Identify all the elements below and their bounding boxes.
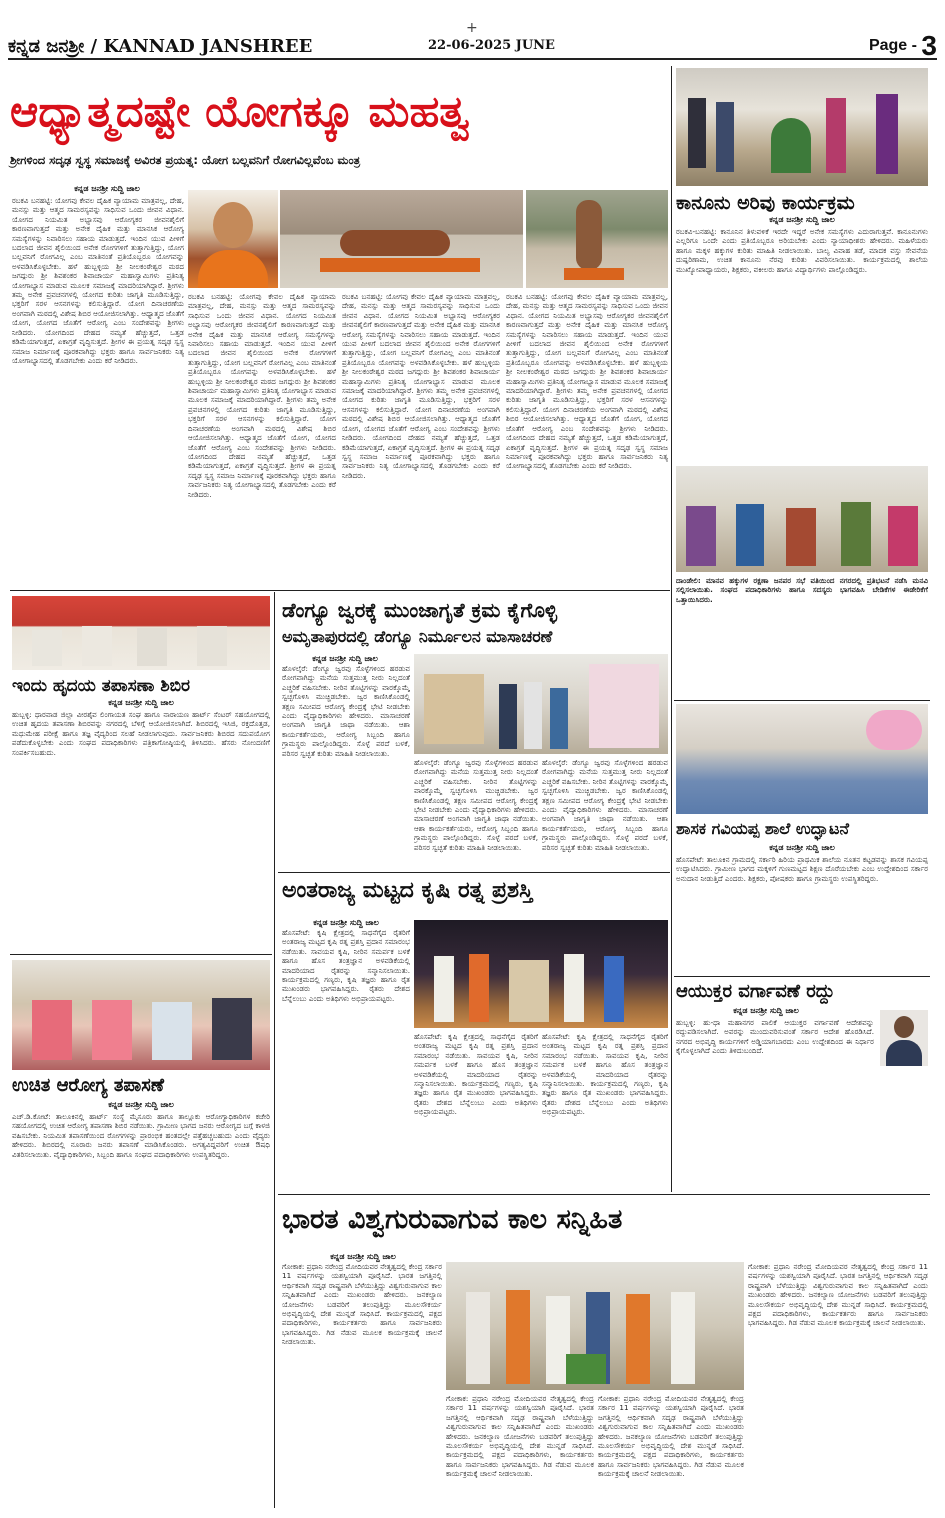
crop-mark: + xyxy=(466,20,478,36)
commissioner-body: ಹುಬ್ಬಳ್ಳಿ: ಹು-ಧಾ ಮಹಾನಗರ ಪಾಲಿಕೆ ಆಯುಕ್ತರ ವರ್ಗಾವಣೆ ಆದೇಶವನ್ನು ರದ್ದುಪಡಿಸಲಾಗಿದೆ. ಅವರನ್ನು ಮುಂದುವರಿಸುವಂತೆ ಸರ್ಕಾರ ಆದೇಶ ಹೊರಡಿಸಿದೆ. ನಗರದ ಅಭಿವೃದ್ಧಿ ಕಾರ್ಯಗಳಿಗೆ ಅಡ್ಡಿಯಾಗಬಾರದು ಎಂಬ ಉದ್ದೇಶದಿಂದ ಈ ನಿರ್ಧಾರ ಕೈಗೊಳ್ಳಲಾಗಿದೆ ಎಂದು ತಿಳಿದುಬಂದಿದೆ. xyxy=(676,1018,874,1056)
lead-subheadline: ಶ್ರೀಗಳಿಂದ ಸದೃಢ ಸ್ವಸ್ಥ ಸಮಾಜಕ್ಕೆ ಅವಿರತ ಪ್ರಯತ್ನ: ಯೋಗ ಬಲ್ಲವನಿಗೆ ರೋಗವಿಲ್ಲವೆಂಬ ಮಂತ್ರ xyxy=(10,153,361,167)
column-rule-2 xyxy=(671,66,672,1192)
dengue-body-col-2: ಹೊಳಲ್ಕೆರೆ: ಡೆಂಗ್ಯೂ ಜ್ವರವು ಸೊಳ್ಳೆಗಳಿಂದ ಹರಡುವ ರೋಗವಾಗಿದ್ದು ಮನೆಯ ಸುತ್ತಮುತ್ತ ನೀರು ನಿಲ್ಲದಂತೆ ಎಚ್ಚರಿಕೆ ವಹಿಸಬೇಕು. ನೀರಿನ ತೊಟ್ಟಿಗಳನ್ನು ವಾರಕ್ಕೊಮ್ಮೆ ಸ್ವಚ್ಛಗೊಳಿಸಿ ಮುಚ್ಚಿಡಬೇಕು. ಜ್ವರ ಕಾಣಿಸಿಕೊಂಡಲ್ಲಿ ತಕ್ಷಣ ಸಮೀಪದ ಆರೋಗ್ಯ ಕೇಂದ್ರಕ್ಕೆ ಭೇಟಿ ನೀಡಬೇಕು ಎಂದು ವೈದ್ಯಾಧಿಕಾರಿಗಳು ಹೇಳಿದರು. ಮಾಸಾಚರಣೆ ಅಂಗವಾಗಿ ಜಾಗೃತಿ ಜಾಥಾ ನಡೆಯಿತು. ಆಶಾ ಕಾರ್ಯಕರ್ತೆಯರು, ಆರೋಗ್ಯ ಸಿಬ್ಬಂದಿ ಹಾಗೂ ಗ್ರಾಮಸ್ಥರು ಪಾಲ್ಗೊಂಡಿದ್ದರು. ಸೊಳ್ಳೆ ಪರದೆ ಬಳಕೆ, ಪರಿಸರ ಸ್ವಚ್ಛತೆ ಕುರಿತು ಮಾಹಿತಿ ನೀಡಲಾಯಿತು. xyxy=(414,758,538,852)
vishwaguru-body-col-1: ಗೋಕಾಕ: ಪ್ರಧಾನಿ ನರೇಂದ್ರ ಮೋದಿಯವರ ನೇತೃತ್ವದಲ್ಲಿ ಕೇಂದ್ರ ಸರ್ಕಾರ 11 ವರ್ಷಗಳನ್ನು ಯಶಸ್ವಿಯಾಗಿ ಪೂರೈಸಿದೆ. ಭಾರತ ಜಗತ್ತಿನಲ್ಲಿ ಆರ್ಥಿಕವಾಗಿ ಸದೃಢ ರಾಷ್ಟ್ರವಾಗಿ ಬೆಳೆಯುತ್ತಿದ್ದು ವಿಶ್ವಗುರುವಾಗುವ ಕಾಲ ಸನ್ನಿಹಿತವಾಗಿದೆ ಎಂದು ಮುಖಂಡರು ಹೇಳಿದರು. ಜನಕಲ್ಯಾಣ ಯೋಜನೆಗಳು ಬಡವರಿಗೆ ತಲುಪುತ್ತಿದ್ದು ಮೂಲಸೌಕರ್ಯ ಅಭಿವೃದ್ಧಿಯಲ್ಲಿ ದೇಶ ಮುನ್ನಡೆ ಸಾಧಿಸಿದೆ. ಕಾರ್ಯಕ್ರಮದಲ್ಲಿ ಪಕ್ಷದ ಪದಾಧಿಕಾರಿಗಳು, ಕಾರ್ಯಕರ್ತರು ಹಾಗೂ ಸಾರ್ವಜನಿಕರು ಭಾಗವಹಿಸಿದ್ದರು. ಗಿಡ ನೆಡುವ ಮೂಲಕ ಕಾರ್ಯಕ್ರಮಕ್ಕೆ ಚಾಲನೆ ನೀಡಲಾಯಿತು. xyxy=(282,1262,442,1347)
law-awareness-headline: ಕಾನೂನು ಅರಿವು ಕಾರ್ಯಕ್ರಮ xyxy=(676,192,855,214)
lead-body-col-1: ರಬಕವಿ ಬನಹಟ್ಟಿ: ಯೋಗವು ಕೇವಲ ದೈಹಿಕ ವ್ಯಾಯಾಮ ಮಾತ್ರವಲ್ಲ, ದೇಹ, ಮನಸ್ಸು ಮತ್ತು ಆತ್ಮದ ಸಾಮರಸ್ಯವನ್ನು ಸಾಧಿಸುವ ಒಂದು ಜೀವನ ವಿಧಾನ. ಯೋಗದ ನಿಯಮಿತ ಅಭ್ಯಾಸವು ಆರೋಗ್ಯಕರ ಜೀವನಶೈಲಿಗೆ ಕಾರಣವಾಗುತ್ತದೆ ಮತ್ತು ಅನೇಕ ದೈಹಿಕ ಮತ್ತು ಮಾನಸಿಕ ಆರೋಗ್ಯ ಸಮಸ್ಯೆಗಳನ್ನು ನಿವಾರಿಸಲು ಸಹಾಯ ಮಾಡುತ್ತದೆ. ಇಂದಿನ ಯುವ ಪೀಳಿಗೆ ಬದಲಾದ ಜೀವನ ಶೈಲಿಯಿಂದ ಅನೇಕ ರೋಗಗಳಿಗೆ ತುತ್ತಾಗುತ್ತಿದ್ದು, ಯೋಗ ಬಲ್ಲವನಿಗೆ ರೋಗವಿಲ್ಲ ಎಂಬ ಮಾತಿನಂತೆ ಪ್ರತಿಯೊಬ್ಬರೂ ಯೋಗವನ್ನು ಅಳವಡಿಸಿಕೊಳ್ಳಬೇಕು. ಹಳೆ ಹುಬ್ಬಳ್ಳಿಯ ಶ್ರೀ ನೀಲಕಂಠೇಶ್ವರ ಮಠದ ಜಗದ್ಗುರು ಶ್ರೀ ಶಿವಶಂಕರ ಶಿವಾಚಾರ್ಯ ಮಹಾಸ್ವಾಮಿಗಳು ಪ್ರತಿನಿತ್ಯ ಯೋಗಾಭ್ಯಾಸ ಮಾಡುವ ಮೂಲಕ ಸಮಾಜಕ್ಕೆ ಮಾದರಿಯಾಗಿದ್ದಾರೆ. ಶ್ರೀಗಳು ತಮ್ಮ ಅನೇಕ ಪ್ರವಚನಗಳಲ್ಲಿ ಯೋಗದ ಕುರಿತು ಜಾಗೃತಿ ಮೂಡಿಸುತ್ತಿದ್ದು, ಭಕ್ತರಿಗೆ ಸರಳ ಆಸನಗಳನ್ನು ಕಲಿಸುತ್ತಿದ್ದಾರೆ. ಯೋಗ ದಿನಾಚರಣೆಯ ಅಂಗವಾಗಿ ಮಠದಲ್ಲಿ ವಿಶೇಷ ಶಿಬಿರ ಆಯೋಜಿಸಲಾಗಿತ್ತು. ಆಧ್ಯಾತ್ಮದ ಜೊತೆಗೆ ಯೋಗ, ಯೋಗದ ಜೊತೆಗೆ ಆರೋಗ್ಯ ಎಂಬ ಸಂದೇಶವನ್ನು ಶ್ರೀಗಳು ನೀಡಿದರು. ಯೋಗದಿಂದ ದೇಹದ ನಮ್ಯತೆ ಹೆಚ್ಚುತ್ತದೆ, ಒತ್ತಡ ಕಡಿಮೆಯಾಗುತ್ತದೆ, ಏಕಾಗ್ರತೆ ವೃದ್ಧಿಸುತ್ತದೆ. ಶ್ರೀಗಳ ಈ ಪ್ರಯತ್ನ ಸದೃಢ ಸ್ವಸ್ಥ ಸಮಾಜ ನಿರ್ಮಾಣಕ್ಕೆ ಪೂರಕವಾಗಿದ್ದು ಭಕ್ತರು ಹಾಗೂ ಸಾರ್ವಜನಿಕರು ನಿತ್ಯ ಯೋಗಾಭ್ಯಾಸದಲ್ಲಿ ತೊಡಗಬೇಕು ಎಂದು ಕರೆ ನೀಡಿದರು. xyxy=(12,196,184,365)
free-health-byline: ಕನ್ನಡ ಜನಶ್ರೀ ಸುದ್ದಿ ಜಾಲ xyxy=(108,1100,174,1109)
page-number: 3 xyxy=(921,30,937,61)
page-label: Page - xyxy=(868,37,917,55)
lead-body-col-2: ರಬಕವಿ ಬನಹಟ್ಟಿ: ಯೋಗವು ಕೇವಲ ದೈಹಿಕ ವ್ಯಾಯಾಮ ಮಾತ್ರವಲ್ಲ, ದೇಹ, ಮನಸ್ಸು ಮತ್ತು ಆತ್ಮದ ಸಾಮರಸ್ಯವನ್ನು ಸಾಧಿಸುವ ಒಂದು ಜೀವನ ವಿಧಾನ. ಯೋಗದ ನಿಯಮಿತ ಅಭ್ಯಾಸವು ಆರೋಗ್ಯಕರ ಜೀವನಶೈಲಿಗೆ ಕಾರಣವಾಗುತ್ತದೆ ಮತ್ತು ಅನೇಕ ದೈಹಿಕ ಮತ್ತು ಮಾನಸಿಕ ಆರೋಗ್ಯ ಸಮಸ್ಯೆಗಳನ್ನು ನಿವಾರಿಸಲು ಸಹಾಯ ಮಾಡುತ್ತದೆ. ಇಂದಿನ ಯುವ ಪೀಳಿಗೆ ಬದಲಾದ ಜೀವನ ಶೈಲಿಯಿಂದ ಅನೇಕ ರೋಗಗಳಿಗೆ ತುತ್ತಾಗುತ್ತಿದ್ದು, ಯೋಗ ಬಲ್ಲವನಿಗೆ ರೋಗವಿಲ್ಲ ಎಂಬ ಮಾತಿನಂತೆ ಪ್ರತಿಯೊಬ್ಬರೂ ಯೋಗವನ್ನು ಅಳವಡಿಸಿಕೊಳ್ಳಬೇಕು. ಹಳೆ ಹುಬ್ಬಳ್ಳಿಯ ಶ್ರೀ ನೀಲಕಂಠೇಶ್ವರ ಮಠದ ಜಗದ್ಗುರು ಶ್ರೀ ಶಿವಶಂಕರ ಶಿವಾಚಾರ್ಯ ಮಹಾಸ್ವಾಮಿಗಳು ಪ್ರತಿನಿತ್ಯ ಯೋಗಾಭ್ಯಾಸ ಮಾಡುವ ಮೂಲಕ ಸಮಾಜಕ್ಕೆ ಮಾದರಿಯಾಗಿದ್ದಾರೆ. ಶ್ರೀಗಳು ತಮ್ಮ ಅನೇಕ ಪ್ರವಚನಗಳಲ್ಲಿ ಯೋಗದ ಕುರಿತು ಜಾಗೃತಿ ಮೂಡಿಸುತ್ತಿದ್ದು, ಭಕ್ತರಿಗೆ ಸರಳ ಆಸನಗಳನ್ನು ಕಲಿಸುತ್ತಿದ್ದಾರೆ. ಯೋಗ ದಿನಾಚರಣೆಯ ಅಂಗವಾಗಿ ಮಠದಲ್ಲಿ ವಿಶೇಷ ಶಿಬಿರ ಆಯೋಜಿಸಲಾಗಿತ್ತು. ಆಧ್ಯಾತ್ಮದ ಜೊತೆಗೆ ಯೋಗ, ಯೋಗದ ಜೊತೆಗೆ ಆರೋಗ್ಯ ಎಂಬ ಸಂದೇಶವನ್ನು ಶ್ರೀಗಳು ನೀಡಿದರು. ಯೋಗದಿಂದ ದೇಹದ ನಮ್ಯತೆ ಹೆಚ್ಚುತ್ತದೆ, ಒತ್ತಡ ಕಡಿಮೆಯಾಗುತ್ತದೆ, ಏಕಾಗ್ರತೆ ವೃದ್ಧಿಸುತ್ತದೆ. ಶ್ರೀಗಳ ಈ ಪ್ರಯತ್ನ ಸದೃಢ ಸ್ವಸ್ಥ ಸಮಾಜ ನಿರ್ಮಾಣಕ್ಕೆ ಪೂರಕವಾಗಿದ್ದು ಭಕ್ತರು ಹಾಗೂ ಸಾರ್ವಜನಿಕರು ನಿತ್ಯ ಯೋಗಾಭ್ಯಾಸದಲ್ಲಿ ತೊಡಗಬೇಕು ಎಂದು ಕರೆ ನೀಡಿದರು. xyxy=(188,292,336,499)
dengue-byline: ಕನ್ನಡ ಜನಶ್ರೀ ಸುದ್ದಿ ಜಾಲ xyxy=(312,654,378,663)
krishi-body-col-3: ಹೊಸಪೇಟೆ: ಕೃಷಿ ಕ್ಷೇತ್ರದಲ್ಲಿ ಸಾಧನೆಗೈದ ರೈತರಿಗೆ ಅಂತರಾಜ್ಯ ಮಟ್ಟದ ಕೃಷಿ ರತ್ನ ಪ್ರಶಸ್ತಿ ಪ್ರದಾನ ಸಮಾರಂಭ ನಡೆಯಿತು. ಸಾವಯವ ಕೃಷಿ, ನೀರಿನ ಸಮರ್ಪಕ ಬಳಕೆ ಹಾಗೂ ಹೊಸ ತಂತ್ರಜ್ಞಾನ ಅಳವಡಿಕೆಯಲ್ಲಿ ಮಾದರಿಯಾದ ರೈತರನ್ನು ಸನ್ಮಾನಿಸಲಾಯಿತು. ಕಾರ್ಯಕ್ರಮದಲ್ಲಿ ಗಣ್ಯರು, ಕೃಷಿ ತಜ್ಞರು ಹಾಗೂ ರೈತ ಮುಖಂಡರು ಭಾಗವಹಿಸಿದ್ದರು. ರೈತರು ದೇಶದ ಬೆನ್ನೆಲುಬು ಎಂದು ಅತಿಥಿಗಳು ಅಭಿಪ್ರಾಯಪಟ್ಟರು. xyxy=(542,1032,668,1117)
column-rule-1 xyxy=(274,592,275,1508)
vishwaguru-byline: ಕನ್ನಡ ಜನಶ್ರೀ ಸುದ್ದಿ ಜಾಲ xyxy=(330,1252,396,1261)
yoga-pose-photo-2 xyxy=(526,190,668,288)
section-rule-2 xyxy=(278,872,670,873)
free-health-headline: ಉಚಿತ ಆರೋಗ್ಯ ತಪಾಸಣೆ xyxy=(12,1075,164,1096)
law-awareness-body: ರಬಕವಿ-ಬನಹಟ್ಟಿ: ಕಾನೂನಿನ ತಿಳುವಳಿಕೆ ಇರದೇ ಇದ್ದರೆ ಅನೇಕ ಸಮಸ್ಯೆಗಳು ಎದುರಾಗುತ್ತವೆ. ಕಾನೂನುಗಳು ಎಲ್ಲರಿಗೂ ಒಂದೇ ಎಂದು ಪ್ರತಿಯೊಬ್ಬರೂ ಅರಿಯಬೇಕು ಎಂದು ನ್ಯಾಯಾಧೀಶರು ಹೇಳಿದರು. ಮಹಿಳೆಯರು ಹಾಗೂ ಮಕ್ಕಳ ಹಕ್ಕುಗಳ ಕುರಿತು ಮಾಹಿತಿ ನೀಡಲಾಯಿತು. ಬಾಲ್ಯ ವಿವಾಹ ತಡೆ, ಮಾದಕ ವಸ್ತು ಸೇವನೆಯ ದುಷ್ಪರಿಣಾಮ, ಉಚಿತ ಕಾನೂನು ನೆರವು ಕುರಿತು ವಿವರಿಸಲಾಯಿತು. ಕಾರ್ಯಕ್ರಮದಲ್ಲಿ ಶಾಲೆಯ ಮುಖ್ಯೋಪಾಧ್ಯಾಯರು, ಶಿಕ್ಷಕರು, ವಕೀಲರು ಹಾಗೂ ವಿದ್ಯಾರ್ಥಿಗಳು ಪಾಲ್ಗೊಂಡಿದ್ದರು. xyxy=(676,227,928,274)
yoga-pose-photo-1 xyxy=(280,190,523,288)
press-meet-photo xyxy=(12,596,270,670)
krishi-award-photo xyxy=(414,920,668,1028)
section-rule-6 xyxy=(674,976,930,977)
health-camp-photo xyxy=(12,960,270,1070)
protest-photo-caption: ದಾಂಡೇಲಿ: ಮಾನವ ಹಕ್ಕುಗಳ ರಕ್ಷಣಾ ಜನಪರ ಸಭೆ ವತಿಯಿಂದ ನಗರದಲ್ಲಿ ಪ್ರತಿಭಟನೆ ನಡೆಸಿ ಮನವಿ ಸಲ್ಲಿಸಲಾಯಿತು. ಸಂಘದ ಪದಾಧಿಕಾರಿಗಳು ಹಾಗೂ ಸದಸ್ಯರು ಭಾಗವಹಿಸಿ ಬೇಡಿಕೆಗಳ ಈಡೇರಿಕೆಗೆ ಒತ್ತಾಯಿಸಿದರು. xyxy=(676,576,928,604)
page-indicator xyxy=(869,30,937,62)
section-rule-5 xyxy=(674,700,930,701)
krishi-byline: ಕನ್ನಡ ಜನಶ್ರೀ ಸುದ್ದಿ ಜಾಲ xyxy=(313,918,379,927)
lead-body-col-3: ರಬಕವಿ ಬನಹಟ್ಟಿ: ಯೋಗವು ಕೇವಲ ದೈಹಿಕ ವ್ಯಾಯಾಮ ಮಾತ್ರವಲ್ಲ, ದೇಹ, ಮನಸ್ಸು ಮತ್ತು ಆತ್ಮದ ಸಾಮರಸ್ಯವನ್ನು ಸಾಧಿಸುವ ಒಂದು ಜೀವನ ವಿಧಾನ. ಯೋಗದ ನಿಯಮಿತ ಅಭ್ಯಾಸವು ಆರೋಗ್ಯಕರ ಜೀವನಶೈಲಿಗೆ ಕಾರಣವಾಗುತ್ತದೆ ಮತ್ತು ಅನೇಕ ದೈಹಿಕ ಮತ್ತು ಮಾನಸಿಕ ಆರೋಗ್ಯ ಸಮಸ್ಯೆಗಳನ್ನು ನಿವಾರಿಸಲು ಸಹಾಯ ಮಾಡುತ್ತದೆ. ಇಂದಿನ ಯುವ ಪೀಳಿಗೆ ಬದಲಾದ ಜೀವನ ಶೈಲಿಯಿಂದ ಅನೇಕ ರೋಗಗಳಿಗೆ ತುತ್ತಾಗುತ್ತಿದ್ದು, ಯೋಗ ಬಲ್ಲವನಿಗೆ ರೋಗವಿಲ್ಲ ಎಂಬ ಮಾತಿನಂತೆ ಪ್ರತಿಯೊಬ್ಬರೂ ಯೋಗವನ್ನು ಅಳವಡಿಸಿಕೊಳ್ಳಬೇಕು. ಹಳೆ ಹುಬ್ಬಳ್ಳಿಯ ಶ್ರೀ ನೀಲಕಂಠೇಶ್ವರ ಮಠದ ಜಗದ್ಗುರು ಶ್ರೀ ಶಿವಶಂಕರ ಶಿವಾಚಾರ್ಯ ಮಹಾಸ್ವಾಮಿಗಳು ಪ್ರತಿನಿತ್ಯ ಯೋಗಾಭ್ಯಾಸ ಮಾಡುವ ಮೂಲಕ ಸಮಾಜಕ್ಕೆ ಮಾದರಿಯಾಗಿದ್ದಾರೆ. ಶ್ರೀಗಳು ತಮ್ಮ ಅನೇಕ ಪ್ರವಚನಗಳಲ್ಲಿ ಯೋಗದ ಕುರಿತು ಜಾಗೃತಿ ಮೂಡಿಸುತ್ತಿದ್ದು, ಭಕ್ತರಿಗೆ ಸರಳ ಆಸನಗಳನ್ನು ಕಲಿಸುತ್ತಿದ್ದಾರೆ. ಯೋಗ ದಿನಾಚರಣೆಯ ಅಂಗವಾಗಿ ಮಠದಲ್ಲಿ ವಿಶೇಷ ಶಿಬಿರ ಆಯೋಜಿಸಲಾಗಿತ್ತು. ಆಧ್ಯಾತ್ಮದ ಜೊತೆಗೆ ಯೋಗ, ಯೋಗದ ಜೊತೆಗೆ ಆರೋಗ್ಯ ಎಂಬ ಸಂದೇಶವನ್ನು ಶ್ರೀಗಳು ನೀಡಿದರು. ಯೋಗದಿಂದ ದೇಹದ ನಮ್ಯತೆ ಹೆಚ್ಚುತ್ತದೆ, ಒತ್ತಡ ಕಡಿಮೆಯಾಗುತ್ತದೆ, ಏಕಾಗ್ರತೆ ವೃದ್ಧಿಸುತ್ತದೆ. ಶ್ರೀಗಳ ಈ ಪ್ರಯತ್ನ ಸದೃಢ ಸ್ವಸ್ಥ ಸಮಾಜ ನಿರ್ಮಾಣಕ್ಕೆ ಪೂರಕವಾಗಿದ್ದು ಭಕ್ತರು ಹಾಗೂ ಸಾರ್ವಜನಿಕರು ನಿತ್ಯ ಯೋಗಾಭ್ಯಾಸದಲ್ಲಿ ತೊಡಗಬೇಕು ಎಂದು ಕರೆ ನೀಡಿದರು. xyxy=(342,292,500,480)
school-byline: ಕನ್ನಡ ಜನಶ್ರೀ ಸುದ್ದಿ ಜಾಲ xyxy=(769,843,835,852)
vishwaguru-body-col-3: ಗೋಕಾಕ: ಪ್ರಧಾನಿ ನರೇಂದ್ರ ಮೋದಿಯವರ ನೇತೃತ್ವದಲ್ಲಿ ಕೇಂದ್ರ ಸರ್ಕಾರ 11 ವರ್ಷಗಳನ್ನು ಯಶಸ್ವಿಯಾಗಿ ಪೂರೈಸಿದೆ. ಭಾರತ ಜಗತ್ತಿನಲ್ಲಿ ಆರ್ಥಿಕವಾಗಿ ಸದೃಢ ರಾಷ್ಟ್ರವಾಗಿ ಬೆಳೆಯುತ್ತಿದ್ದು ವಿಶ್ವಗುರುವಾಗುವ ಕಾಲ ಸನ್ನಿಹಿತವಾಗಿದೆ ಎಂದು ಮುಖಂಡರು ಹೇಳಿದರು. ಜನಕಲ್ಯಾಣ ಯೋಜನೆಗಳು ಬಡವರಿಗೆ ತಲುಪುತ್ತಿದ್ದು ಮೂಲಸೌಕರ್ಯ ಅಭಿವೃದ್ಧಿಯಲ್ಲಿ ದೇಶ ಮುನ್ನಡೆ ಸಾಧಿಸಿದೆ. ಕಾರ್ಯಕ್ರಮದಲ್ಲಿ ಪಕ್ಷದ ಪದಾಧಿಕಾರಿಗಳು, ಕಾರ್ಯಕರ್ತರು ಹಾಗೂ ಸಾರ್ವಜನಿಕರು ಭಾಗವಹಿಸಿದ್ದರು. ಗಿಡ ನೆಡುವ ಮೂಲಕ ಕಾರ್ಯಕ್ರಮಕ್ಕೆ ಚಾಲನೆ ನೀಡಲಾಯಿತು. xyxy=(598,1394,744,1479)
vishwaguru-body-col-4: ಗೋಕಾಕ: ಪ್ರಧಾನಿ ನರೇಂದ್ರ ಮೋದಿಯವರ ನೇತೃತ್ವದಲ್ಲಿ ಕೇಂದ್ರ ಸರ್ಕಾರ 11 ವರ್ಷಗಳನ್ನು ಯಶಸ್ವಿಯಾಗಿ ಪೂರೈಸಿದೆ. ಭಾರತ ಜಗತ್ತಿನಲ್ಲಿ ಆರ್ಥಿಕವಾಗಿ ಸದೃಢ ರಾಷ್ಟ್ರವಾಗಿ ಬೆಳೆಯುತ್ತಿದ್ದು ವಿಶ್ವಗುರುವಾಗುವ ಕಾಲ ಸನ್ನಿಹಿತವಾಗಿದೆ ಎಂದು ಮುಖಂಡರು ಹೇಳಿದರು. ಜನಕಲ್ಯಾಣ ಯೋಜನೆಗಳು ಬಡವರಿಗೆ ತಲುಪುತ್ತಿದ್ದು ಮೂಲಸೌಕರ್ಯ ಅಭಿವೃದ್ಧಿಯಲ್ಲಿ ದೇಶ ಮುನ್ನಡೆ ಸಾಧಿಸಿದೆ. ಕಾರ್ಯಕ್ರಮದಲ್ಲಿ ಪಕ್ಷದ ಪದಾಧಿಕಾರಿಗಳು, ಕಾರ್ಯಕರ್ತರು ಹಾಗೂ ಸಾರ್ವಜನಿಕರು ಭಾಗವಹಿಸಿದ್ದರು. ಗಿಡ ನೆಡುವ ಮೂಲಕ ಕಾರ್ಯಕ್ರಮಕ್ಕೆ ಚಾಲನೆ ನೀಡಲಾಯಿತು. xyxy=(748,1262,928,1328)
school-headline: ಶಾಸಕ ಗವಿಯಪ್ಪ ಶಾಲೆ ಉದ್ಘಾಟನೆ xyxy=(676,819,849,838)
heart-camp-body: ಹುಬ್ಬಳ್ಳಿ: ಧಾರವಾಡ ಜಿಲ್ಲಾ ವೀರಶೈವ ಲಿಂಗಾಯತ ಸಂಘ ಹಾಗೂ ನಾರಾಯಣ ಹಾರ್ಟ್ ಸೆಂಟರ್ ಸಹಯೋಗದಲ್ಲಿ ಉಚಿತ ಹೃದಯ ತಪಾಸಣಾ ಶಿಬಿರವನ್ನು ನಗರದಲ್ಲಿ ಬೆಳಿಗ್ಗೆ ಆಯೋಜಿಸಲಾಗಿದೆ. ಶಿಬಿರದಲ್ಲಿ ಇಸಿಜಿ, ರಕ್ತದೊತ್ತಡ, ಮಧುಮೇಹ ಪರೀಕ್ಷೆ ಹಾಗೂ ತಜ್ಞ ವೈದ್ಯರಿಂದ ಸಲಹೆ ನೀಡಲಾಗುವುದು. ಸಾರ್ವಜನಿಕರು ಶಿಬಿರದ ಸದುಪಯೋಗ ಪಡೆದುಕೊಳ್ಳಬೇಕು ಎಂದು ಸಂಘದ ಪದಾಧಿಕಾರಿಗಳು ಪತ್ರಿಕಾಗೋಷ್ಠಿಯಲ್ಲಿ ತಿಳಿಸಿದರು. ಹೆಸರು ನೋಂದಣಿಗೆ ಸಂಪರ್ಕಿಸಬಹುದು. xyxy=(12,710,270,757)
section-rule-4 xyxy=(278,1194,930,1195)
law-awareness-photo xyxy=(676,68,928,186)
dengue-body-col-3: ಹೊಳಲ್ಕೆರೆ: ಡೆಂಗ್ಯೂ ಜ್ವರವು ಸೊಳ್ಳೆಗಳಿಂದ ಹರಡುವ ರೋಗವಾಗಿದ್ದು ಮನೆಯ ಸುತ್ತಮುತ್ತ ನೀರು ನಿಲ್ಲದಂತೆ ಎಚ್ಚರಿಕೆ ವಹಿಸಬೇಕು. ನೀರಿನ ತೊಟ್ಟಿಗಳನ್ನು ವಾರಕ್ಕೊಮ್ಮೆ ಸ್ವಚ್ಛಗೊಳಿಸಿ ಮುಚ್ಚಿಡಬೇಕು. ಜ್ವರ ಕಾಣಿಸಿಕೊಂಡಲ್ಲಿ ತಕ್ಷಣ ಸಮೀಪದ ಆರೋಗ್ಯ ಕೇಂದ್ರಕ್ಕೆ ಭೇಟಿ ನೀಡಬೇಕು ಎಂದು ವೈದ್ಯಾಧಿಕಾರಿಗಳು ಹೇಳಿದರು. ಮಾಸಾಚರಣೆ ಅಂಗವಾಗಿ ಜಾಗೃತಿ ಜಾಥಾ ನಡೆಯಿತು. ಆಶಾ ಕಾರ್ಯಕರ್ತೆಯರು, ಆರೋಗ್ಯ ಸಿಬ್ಬಂದಿ ಹಾಗೂ ಗ್ರಾಮಸ್ಥರು ಪಾಲ್ಗೊಂಡಿದ್ದರು. ಸೊಳ್ಳೆ ಪರದೆ ಬಳಕೆ, ಪರಿಸರ ಸ್ವಚ್ಛತೆ ಕುರಿತು ಮಾಹಿತಿ ನೀಡಲಾಯಿತು. xyxy=(542,758,668,852)
lead-headline: ಆಧ್ಯಾತ್ಮದಷ್ಟೇ ಯೋಗಕ್ಕೂ ಮಹತ್ವ xyxy=(10,87,470,137)
commissioner-headline: ಆಯುಕ್ತರ ವರ್ಗಾವಣೆ ರದ್ದು xyxy=(676,981,835,1002)
meeting-photo xyxy=(676,466,928,572)
section-rule-1 xyxy=(10,590,670,591)
law-awareness-byline: ಕನ್ನಡ ಜನಶ್ರೀ ಸುದ್ದಿ ಜಾಲ xyxy=(769,215,835,224)
dengue-event-photo xyxy=(414,654,668,754)
newspaper-title: ಕನ್ನಡ ಜನಶ್ರೀ / KANNAD JANSHREE xyxy=(8,36,313,57)
dengue-headline: ಡೆಂಗ್ಯೂ ಜ್ವರಕ್ಕೆ ಮುಂಜಾಗೃತೆ ಕ್ರಮ ಕೈಗೊಳ್ಳಿ xyxy=(282,598,558,622)
krishi-headline: ಅಂತರಾಜ್ಯ ಮಟ್ಟದ ಕೃಷಿ ರತ್ನ ಪ್ರಶಸ್ತಿ xyxy=(282,878,533,903)
school-body: ಹೊಸಪೇಟೆ: ತಾಲೂಕಿನ ಗ್ರಾಮದಲ್ಲಿ ಸರ್ಕಾರಿ ಹಿರಿಯ ಪ್ರಾಥಮಿಕ ಶಾಲೆಯ ನೂತನ ಕಟ್ಟಡವನ್ನು ಶಾಸಕ ಗವಿಯಪ್ಪ ಉದ್ಘಾಟಿಸಿದರು. ಗ್ರಾಮೀಣ ಭಾಗದ ಮಕ್ಕಳಿಗೆ ಗುಣಮಟ್ಟದ ಶಿಕ್ಷಣ ದೊರೆಯಬೇಕು ಎಂಬ ಉದ್ದೇಶದಿಂದ ಸರ್ಕಾರ ಅನುದಾನ ನೀಡುತ್ತಿದೆ ಎಂದರು. ಶಿಕ್ಷಕರು, ಪೋಷಕರು ಹಾಗೂ ಗ್ರಾಮಸ್ಥರು ಉಪಸ್ಥಿತರಿದ್ದರು. xyxy=(676,855,928,883)
lead-body-col-4: ರಬಕವಿ ಬನಹಟ್ಟಿ: ಯೋಗವು ಕೇವಲ ದೈಹಿಕ ವ್ಯಾಯಾಮ ಮಾತ್ರವಲ್ಲ, ದೇಹ, ಮನಸ್ಸು ಮತ್ತು ಆತ್ಮದ ಸಾಮರಸ್ಯವನ್ನು ಸಾಧಿಸುವ ಒಂದು ಜೀವನ ವಿಧಾನ. ಯೋಗದ ನಿಯಮಿತ ಅಭ್ಯಾಸವು ಆರೋಗ್ಯಕರ ಜೀವನಶೈಲಿಗೆ ಕಾರಣವಾಗುತ್ತದೆ ಮತ್ತು ಅನೇಕ ದೈಹಿಕ ಮತ್ತು ಮಾನಸಿಕ ಆರೋಗ್ಯ ಸಮಸ್ಯೆಗಳನ್ನು ನಿವಾರಿಸಲು ಸಹಾಯ ಮಾಡುತ್ತದೆ. ಇಂದಿನ ಯುವ ಪೀಳಿಗೆ ಬದಲಾದ ಜೀವನ ಶೈಲಿಯಿಂದ ಅನೇಕ ರೋಗಗಳಿಗೆ ತುತ್ತಾಗುತ್ತಿದ್ದು, ಯೋಗ ಬಲ್ಲವನಿಗೆ ರೋಗವಿಲ್ಲ ಎಂಬ ಮಾತಿನಂತೆ ಪ್ರತಿಯೊಬ್ಬರೂ ಯೋಗವನ್ನು ಅಳವಡಿಸಿಕೊಳ್ಳಬೇಕು. ಹಳೆ ಹುಬ್ಬಳ್ಳಿಯ ಶ್ರೀ ನೀಲಕಂಠೇಶ್ವರ ಮಠದ ಜಗದ್ಗುರು ಶ್ರೀ ಶಿವಶಂಕರ ಶಿವಾಚಾರ್ಯ ಮಹಾಸ್ವಾಮಿಗಳು ಪ್ರತಿನಿತ್ಯ ಯೋಗಾಭ್ಯಾಸ ಮಾಡುವ ಮೂಲಕ ಸಮಾಜಕ್ಕೆ ಮಾದರಿಯಾಗಿದ್ದಾರೆ. ಶ್ರೀಗಳು ತಮ್ಮ ಅನೇಕ ಪ್ರವಚನಗಳಲ್ಲಿ ಯೋಗದ ಕುರಿತು ಜಾಗೃತಿ ಮೂಡಿಸುತ್ತಿದ್ದು, ಭಕ್ತರಿಗೆ ಸರಳ ಆಸನಗಳನ್ನು ಕಲಿಸುತ್ತಿದ್ದಾರೆ. ಯೋಗ ದಿನಾಚರಣೆಯ ಅಂಗವಾಗಿ ಮಠದಲ್ಲಿ ವಿಶೇಷ ಶಿಬಿರ ಆಯೋಜಿಸಲಾಗಿತ್ತು. ಆಧ್ಯಾತ್ಮದ ಜೊತೆಗೆ ಯೋಗ, ಯೋಗದ ಜೊತೆಗೆ ಆರೋಗ್ಯ ಎಂಬ ಸಂದೇಶವನ್ನು ಶ್ರೀಗಳು ನೀಡಿದರು. ಯೋಗದಿಂದ ದೇಹದ ನಮ್ಯತೆ ಹೆಚ್ಚುತ್ತದೆ, ಒತ್ತಡ ಕಡಿಮೆಯಾಗುತ್ತದೆ, ಏಕಾಗ್ರತೆ ವೃದ್ಧಿಸುತ್ತದೆ. ಶ್ರೀಗಳ ಈ ಪ್ರಯತ್ನ ಸದೃಢ ಸ್ವಸ್ಥ ಸಮಾಜ ನಿರ್ಮಾಣಕ್ಕೆ ಪೂರಕವಾಗಿದ್ದು ಭಕ್ತರು ಹಾಗೂ ಸಾರ್ವಜನಿಕರು ನಿತ್ಯ ಯೋಗಾಭ್ಯಾಸದಲ್ಲಿ ತೊಡಗಬೇಕು ಎಂದು ಕರೆ ನೀಡಿದರು. xyxy=(506,292,668,471)
commissioner-portrait-photo xyxy=(880,1010,928,1066)
swamiji-portrait-photo xyxy=(188,190,278,288)
issue-date: 22-06-2025 JUNE xyxy=(428,38,555,53)
masthead xyxy=(8,30,937,61)
dengue-body-col-1: ಹೊಳಲ್ಕೆರೆ: ಡೆಂಗ್ಯೂ ಜ್ವರವು ಸೊಳ್ಳೆಗಳಿಂದ ಹರಡುವ ರೋಗವಾಗಿದ್ದು ಮನೆಯ ಸುತ್ತಮುತ್ತ ನೀರು ನಿಲ್ಲದಂತೆ ಎಚ್ಚರಿಕೆ ವಹಿಸಬೇಕು. ನೀರಿನ ತೊಟ್ಟಿಗಳನ್ನು ವಾರಕ್ಕೊಮ್ಮೆ ಸ್ವಚ್ಛಗೊಳಿಸಿ ಮುಚ್ಚಿಡಬೇಕು. ಜ್ವರ ಕಾಣಿಸಿಕೊಂಡಲ್ಲಿ ತಕ್ಷಣ ಸಮೀಪದ ಆರೋಗ್ಯ ಕೇಂದ್ರಕ್ಕೆ ಭೇಟಿ ನೀಡಬೇಕು ಎಂದು ವೈದ್ಯಾಧಿಕಾರಿಗಳು ಹೇಳಿದರು. ಮಾಸಾಚರಣೆ ಅಂಗವಾಗಿ ಜಾಗೃತಿ ಜಾಥಾ ನಡೆಯಿತು. ಆಶಾ ಕಾರ್ಯಕರ್ತೆಯರು, ಆರೋಗ್ಯ ಸಿಬ್ಬಂದಿ ಹಾಗೂ ಗ್ರಾಮಸ್ಥರು ಪಾಲ್ಗೊಂಡಿದ್ದರು. ಸೊಳ್ಳೆ ಪರದೆ ಬಳಕೆ, ಪರಿಸರ ಸ್ವಚ್ಛತೆ ಕುರಿತು ಮಾಹಿತಿ ನೀಡಲಾಯಿತು. xyxy=(282,664,410,758)
krishi-body-col-2: ಹೊಸಪೇಟೆ: ಕೃಷಿ ಕ್ಷೇತ್ರದಲ್ಲಿ ಸಾಧನೆಗೈದ ರೈತರಿಗೆ ಅಂತರಾಜ್ಯ ಮಟ್ಟದ ಕೃಷಿ ರತ್ನ ಪ್ರಶಸ್ತಿ ಪ್ರದಾನ ಸಮಾರಂಭ ನಡೆಯಿತು. ಸಾವಯವ ಕೃಷಿ, ನೀರಿನ ಸಮರ್ಪಕ ಬಳಕೆ ಹಾಗೂ ಹೊಸ ತಂತ್ರಜ್ಞಾನ ಅಳವಡಿಕೆಯಲ್ಲಿ ಮಾದರಿಯಾದ ರೈತರನ್ನು ಸನ್ಮಾನಿಸಲಾಯಿತು. ಕಾರ್ಯಕ್ರಮದಲ್ಲಿ ಗಣ್ಯರು, ಕೃಷಿ ತಜ್ಞರು ಹಾಗೂ ರೈತ ಮುಖಂಡರು ಭಾಗವಹಿಸಿದ್ದರು. ರೈತರು ದೇಶದ ಬೆನ್ನೆಲುಬು ಎಂದು ಅತಿಥಿಗಳು ಅಭಿಪ್ರಾಯಪಟ್ಟರು. xyxy=(414,1032,538,1117)
vishwaguru-event-photo xyxy=(446,1262,744,1390)
school-children-photo xyxy=(676,704,928,814)
vishwaguru-headline: ಭಾರತ ವಿಶ್ವಗುರುವಾಗುವ ಕಾಲ ಸನ್ನಿಹಿತ xyxy=(282,1204,623,1235)
heart-camp-headline: ಇಂದು ಹೃದಯ ತಪಾಸಣಾ ಶಿಬಿರ xyxy=(12,676,191,696)
krishi-body-col-1: ಹೊಸಪೇಟೆ: ಕೃಷಿ ಕ್ಷೇತ್ರದಲ್ಲಿ ಸಾಧನೆಗೈದ ರೈತರಿಗೆ ಅಂತರಾಜ್ಯ ಮಟ್ಟದ ಕೃಷಿ ರತ್ನ ಪ್ರಶಸ್ತಿ ಪ್ರದಾನ ಸಮಾರಂಭ ನಡೆಯಿತು. ಸಾವಯವ ಕೃಷಿ, ನೀರಿನ ಸಮರ್ಪಕ ಬಳಕೆ ಹಾಗೂ ಹೊಸ ತಂತ್ರಜ್ಞಾನ ಅಳವಡಿಕೆಯಲ್ಲಿ ಮಾದರಿಯಾದ ರೈತರನ್ನು ಸನ್ಮಾನಿಸಲಾಯಿತು. ಕಾರ್ಯಕ್ರಮದಲ್ಲಿ ಗಣ್ಯರು, ಕೃಷಿ ತಜ್ಞರು ಹಾಗೂ ರೈತ ಮುಖಂಡರು ಭಾಗವಹಿಸಿದ್ದರು. ರೈತರು ದೇಶದ ಬೆನ್ನೆಲುಬು ಎಂದು ಅತಿಥಿಗಳು ಅಭಿಪ್ರಾಯಪಟ್ಟರು. xyxy=(282,928,410,1003)
dengue-subheadline: ಅಮೃತಾಪುರದಲ್ಲಿ ಡೆಂಗ್ಯೂ ನಿರ್ಮೂಲನ ಮಾಸಾಚರಣೆ xyxy=(282,627,553,646)
free-health-body: ಎಚ್.ಡಿ.ಕೋಟೆ: ತಾಲೂಕಿನಲ್ಲಿ ಹಾರ್ಟ್ ಸಂಸ್ಥೆ ಮೈಸೂರು ಹಾಗೂ ತಾಲ್ಲೂಕು ಆರೋಗ್ಯಾಧಿಕಾರಿಗಳ ಕಚೇರಿ ಸಹಯೋಗದಲ್ಲಿ ಉಚಿತ ಆರೋಗ್ಯ ತಪಾಸಣಾ ಶಿಬಿರ ನಡೆಯಿತು. ಗ್ರಾಮೀಣ ಭಾಗದ ಜನರು ಆರೋಗ್ಯದ ಬಗ್ಗೆ ಕಾಳಜಿ ವಹಿಸಬೇಕು. ನಿಯಮಿತ ತಪಾಸಣೆಯಿಂದ ರೋಗಗಳನ್ನು ಪ್ರಾರಂಭಿಕ ಹಂತದಲ್ಲೇ ಪತ್ತೆಹಚ್ಚಬಹುದು ಎಂದು ವೈದ್ಯರು ಹೇಳಿದರು. ಶಿಬಿರದಲ್ಲಿ ನೂರಾರು ಜನರು ತಪಾಸಣೆ ಮಾಡಿಸಿಕೊಂಡರು. ಅಗತ್ಯವಿದ್ದವರಿಗೆ ಉಚಿತ ಔಷಧಿ ವಿತರಿಸಲಾಯಿತು. ವೈದ್ಯಾಧಿಕಾರಿಗಳು, ಸಿಬ್ಬಂದಿ ಹಾಗೂ ಸಂಘದ ಪದಾಧಿಕಾರಿಗಳು ಉಪಸ್ಥಿತರಿದ್ದರು. xyxy=(12,1112,270,1159)
section-rule-3 xyxy=(10,954,272,955)
commissioner-byline: ಕನ್ನಡ ಜನಶ್ರೀ ಸುದ್ದಿ ಜಾಲ xyxy=(733,1006,799,1015)
vishwaguru-body-col-2: ಗೋಕಾಕ: ಪ್ರಧಾನಿ ನರೇಂದ್ರ ಮೋದಿಯವರ ನೇತೃತ್ವದಲ್ಲಿ ಕೇಂದ್ರ ಸರ್ಕಾರ 11 ವರ್ಷಗಳನ್ನು ಯಶಸ್ವಿಯಾಗಿ ಪೂರೈಸಿದೆ. ಭಾರತ ಜಗತ್ತಿನಲ್ಲಿ ಆರ್ಥಿಕವಾಗಿ ಸದೃಢ ರಾಷ್ಟ್ರವಾಗಿ ಬೆಳೆಯುತ್ತಿದ್ದು ವಿಶ್ವಗುರುವಾಗುವ ಕಾಲ ಸನ್ನಿಹಿತವಾಗಿದೆ ಎಂದು ಮುಖಂಡರು ಹೇಳಿದರು. ಜನಕಲ್ಯಾಣ ಯೋಜನೆಗಳು ಬಡವರಿಗೆ ತಲುಪುತ್ತಿದ್ದು ಮೂಲಸೌಕರ್ಯ ಅಭಿವೃದ್ಧಿಯಲ್ಲಿ ದೇಶ ಮುನ್ನಡೆ ಸಾಧಿಸಿದೆ. ಕಾರ್ಯಕ್ರಮದಲ್ಲಿ ಪಕ್ಷದ ಪದಾಧಿಕಾರಿಗಳು, ಕಾರ್ಯಕರ್ತರು ಹಾಗೂ ಸಾರ್ವಜನಿಕರು ಭಾಗವಹಿಸಿದ್ದರು. ಗಿಡ ನೆಡುವ ಮೂಲಕ ಕಾರ್ಯಕ್ರಮಕ್ಕೆ ಚಾಲನೆ ನೀಡಲಾಯಿತು. xyxy=(446,1394,594,1479)
lead-byline: ಕನ್ನಡ ಜನಶ್ರೀ ಸುದ್ದಿ ಜಾಲ xyxy=(74,184,140,193)
heart-camp-byline: ಕನ್ನಡ ಜನಶ್ರೀ ಸುದ್ದಿ ಜಾಲ xyxy=(108,698,174,707)
